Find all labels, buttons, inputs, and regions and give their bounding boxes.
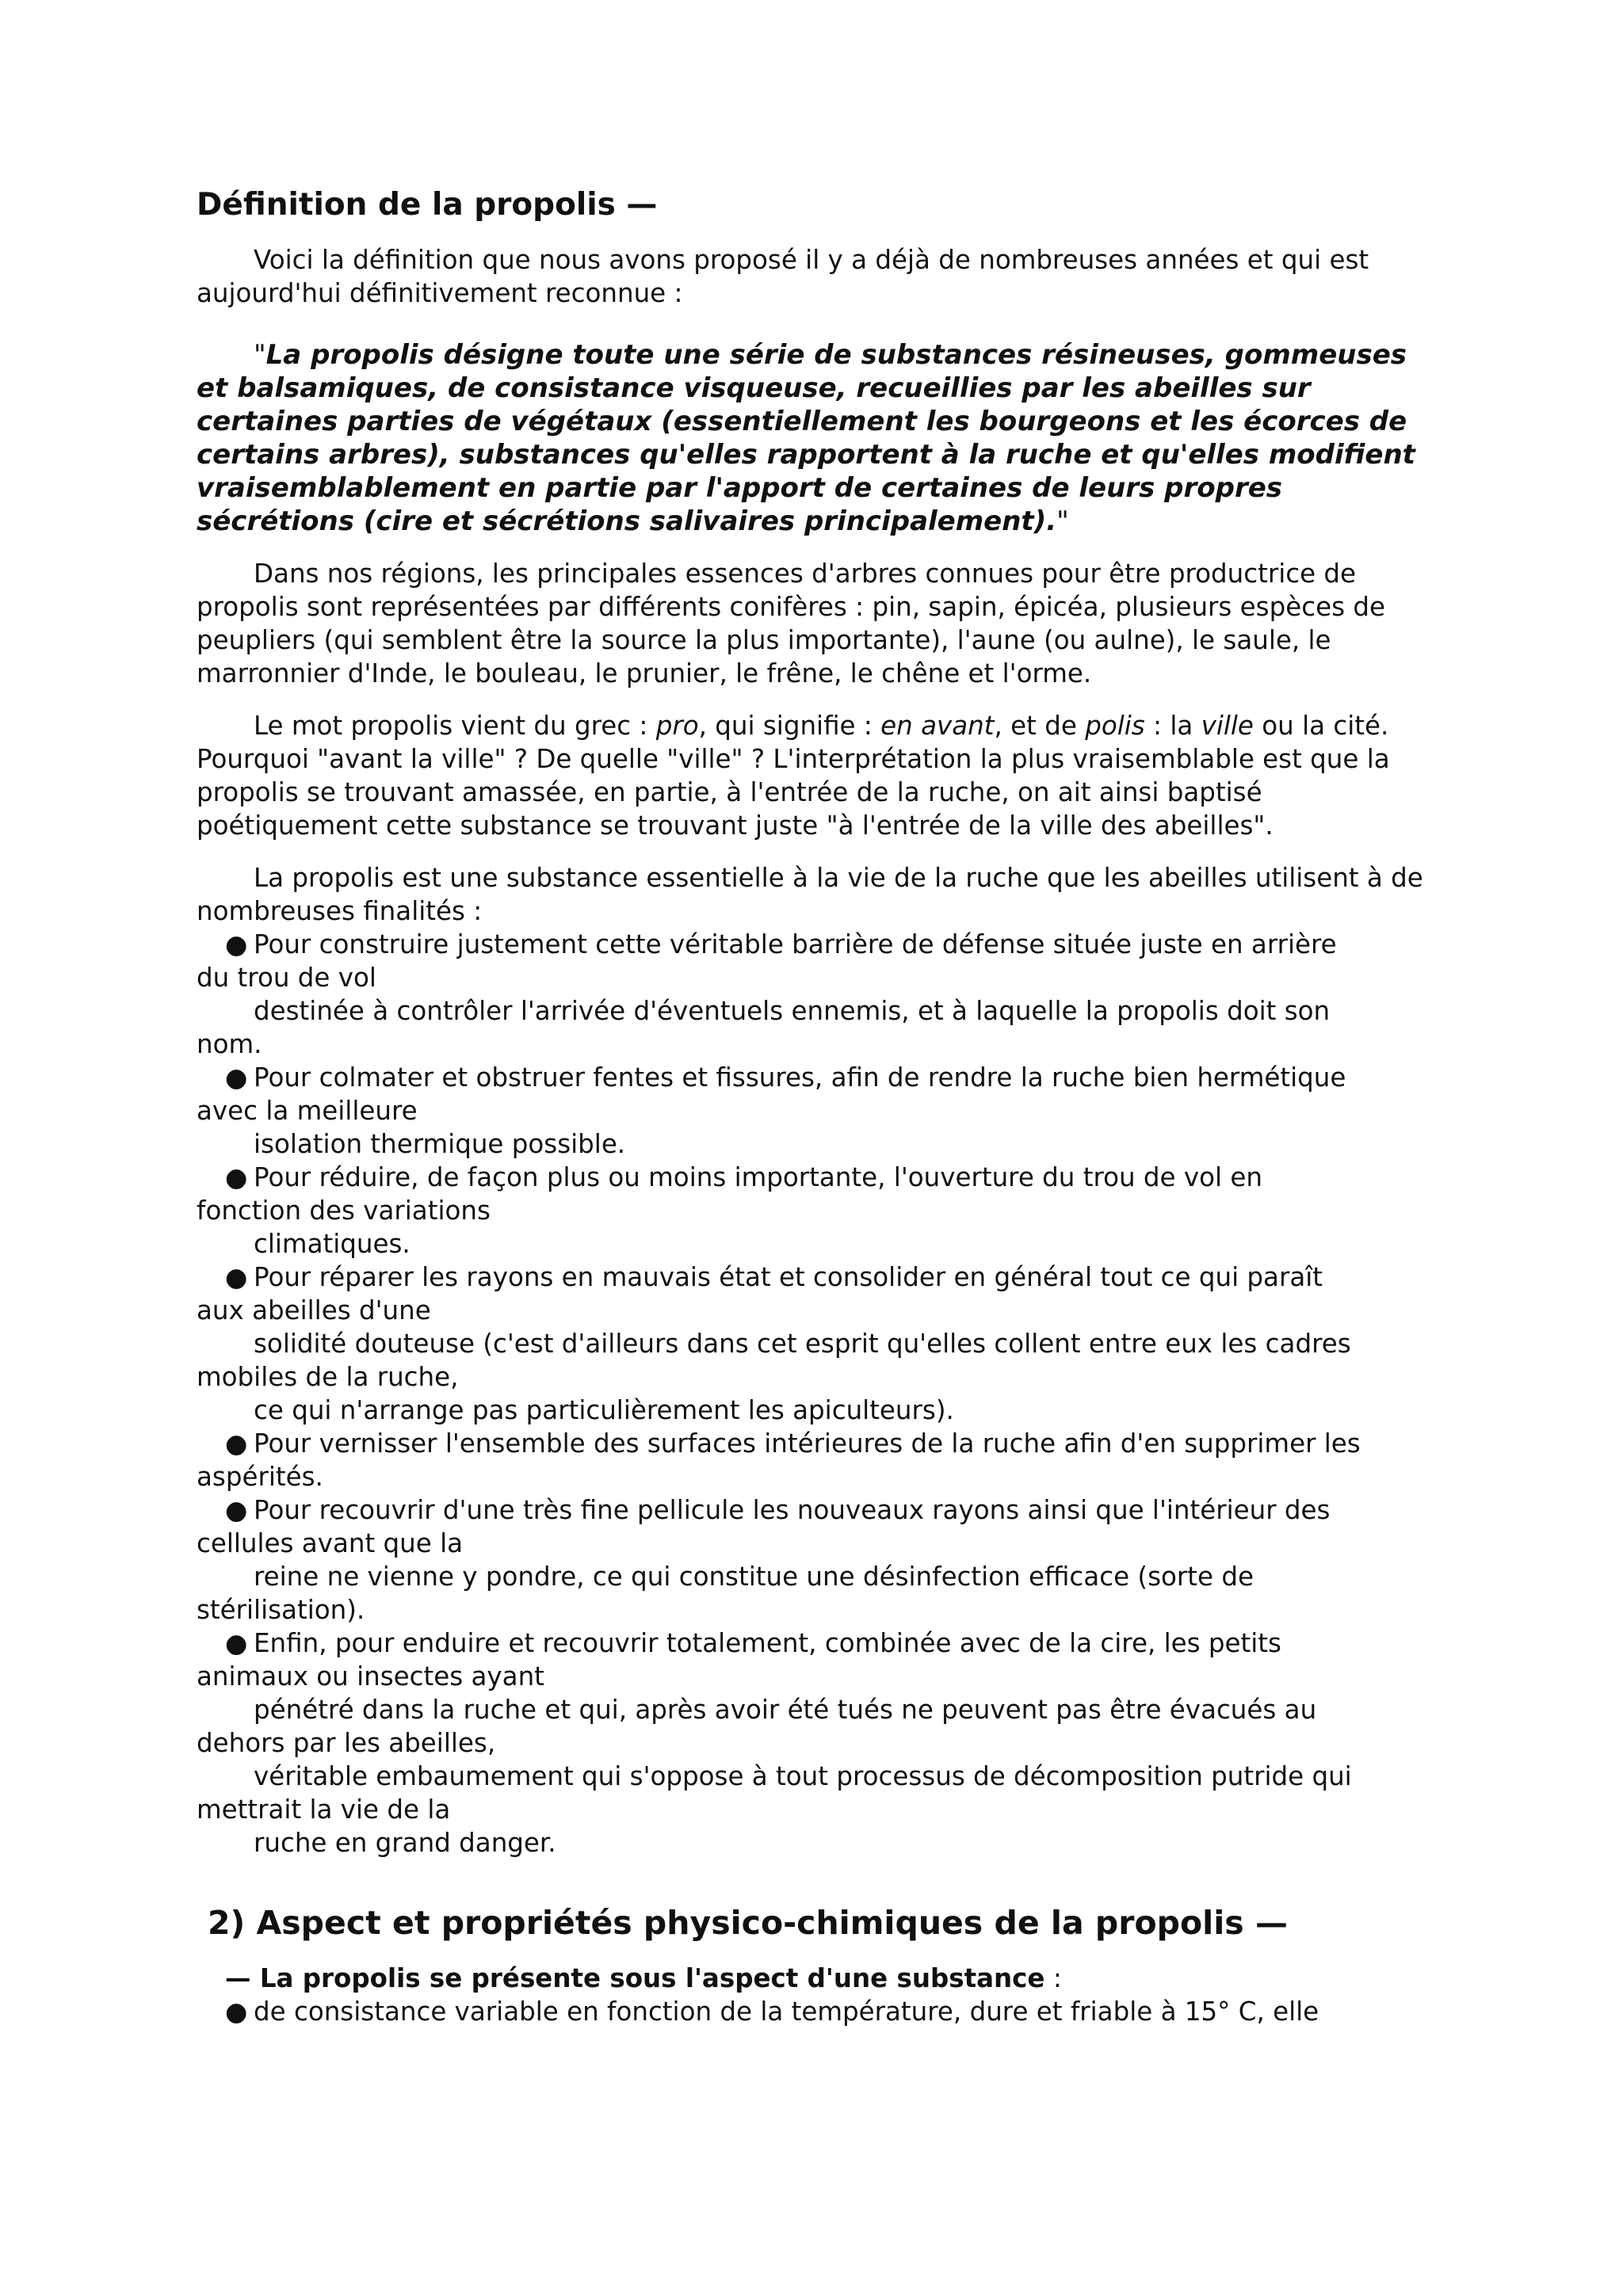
- list-item-line: [197, 1593, 1441, 1627]
- italic-run: polis: [1085, 710, 1145, 741]
- list-item: [197, 1427, 1441, 1493]
- list-item-line: [197, 1460, 1441, 1493]
- list-item-line: [197, 1427, 1441, 1460]
- list-item-text: Pour réduire, de façon plus ou moins importante, l'ouverture du trou de vol en: [254, 1161, 1262, 1192]
- text-run: Le mot propolis vient du grec :: [254, 710, 656, 741]
- bullet-icon: ●: [225, 1494, 248, 1525]
- text-run: , qui signifie :: [698, 710, 881, 741]
- list-item-line: [197, 1294, 1441, 1327]
- list-item-line: [197, 1061, 1441, 1094]
- list-item-text: pénétré dans la ruche et qui, après avoir été tués ne peuvent pas être évacués au: [254, 1694, 1317, 1725]
- list-item-text: destinée à contrôler l'arrivée d'éventuels ennemis, et à laquelle la propolis doit son: [254, 995, 1331, 1026]
- list-item-text: dehors par les abeilles,: [197, 1727, 496, 1758]
- list-item-line: [197, 1394, 1441, 1427]
- list-item-line: [197, 1227, 1441, 1261]
- list-item-line: [197, 1028, 1441, 1061]
- list-item-line: [197, 1660, 1441, 1693]
- italic-run: ville: [1201, 710, 1254, 741]
- uses-intro-paragraph: La propolis est une substance essentielle à la vie de la ruche que les abeilles utilisent à de nombreuses finalités :: [197, 862, 1423, 926]
- list-item-line: [197, 1527, 1441, 1560]
- list-item-text: aspérités.: [197, 1461, 323, 1492]
- list-item-text: reine ne vienne y pondre, ce qui constitue une désinfection efficace (sorte de: [254, 1561, 1254, 1592]
- list-item: [197, 928, 1441, 1061]
- list-item: [197, 1161, 1441, 1261]
- list-item-text: mobiles de la ruche,: [197, 1361, 459, 1392]
- italic-run: pro: [655, 710, 699, 741]
- list-item-line: [197, 1760, 1441, 1793]
- list-item-text: Pour réparer les rayons en mauvais état et consolider en général tout ce qui paraît: [254, 1261, 1323, 1292]
- list-item-line: [197, 1327, 1441, 1360]
- list-item-text: Pour vernisser l'ensemble des surfaces intérieures de la ruche afin d'en supprimer les: [254, 1428, 1361, 1459]
- list-item: [197, 1493, 1441, 1627]
- list-item-line: [197, 1693, 1441, 1726]
- list-item-text: stérilisation).: [197, 1594, 365, 1625]
- list-item-line: [197, 1560, 1441, 1593]
- bullet-icon: ●: [225, 1161, 248, 1192]
- definition-quote: [197, 338, 1441, 538]
- list-item-line: [197, 928, 1441, 961]
- list-item-text: Enfin, pour enduire et recouvrir totalement, combinée avec de la cire, les petits: [254, 1627, 1281, 1658]
- subheading-rest: :: [1044, 1962, 1062, 1993]
- list-item-line: [197, 1493, 1441, 1527]
- bullet-icon: ●: [225, 1062, 248, 1093]
- bullet-icon: ●: [225, 1261, 248, 1292]
- list-item-text: avec la meilleure: [197, 1095, 418, 1126]
- list-item-text: cellules avant que la: [197, 1527, 464, 1558]
- list-item-line: [197, 1194, 1441, 1227]
- list-item-text: aux abeilles d'une: [197, 1295, 431, 1325]
- text-run: : la: [1144, 710, 1201, 741]
- list-item-line: [197, 1826, 1441, 1859]
- uses-list: [197, 928, 1441, 1859]
- list-item-text: ruche en grand danger.: [254, 1827, 556, 1858]
- list-item-text: du trou de vol: [197, 962, 376, 993]
- quote-open: ": [254, 338, 266, 371]
- list-item-line: [197, 1161, 1441, 1194]
- list-item-text: de consistance variable en fonction de la température, dure et friable à 15° C, elle: [254, 1996, 1319, 2027]
- list-item-line: [197, 961, 1441, 994]
- list-item-text: nom.: [197, 1028, 262, 1059]
- list-item-text: mettrait la vie de la: [197, 1794, 451, 1825]
- list-item-text: véritable embaumement qui s'oppose à tout processus de décomposition putride qui: [254, 1760, 1352, 1791]
- list-item-line: [197, 1726, 1441, 1760]
- text-run: ou la cité. Pourquoi "avant la ville" ? De quelle "ville" ? L'interprétation la plus vraisemblable est que la propolis se trouvant amassée, en partie, à l'entrée de la ruche, on ait ainsi baptisé poétiquement cette substance se trouvant juste "à l'entrée de la ville des abeilles".: [197, 710, 1390, 841]
- list-item-text: animaux ou insectes ayant: [197, 1661, 544, 1691]
- list-item-line: [197, 1261, 1441, 1294]
- bullet-icon: ●: [225, 1428, 248, 1459]
- list-item-text: Pour colmater et obstruer fentes et fissures, afin de rendre la ruche bien hermétique: [254, 1062, 1346, 1093]
- subheading-bold: — La propolis se présente sous l'aspect d'une substance: [225, 1962, 1045, 1993]
- intro-paragraph: Voici la définition que nous avons proposé il y a déjà de nombreuses années et qui est aujourd'hui définitivement reconnue :: [197, 244, 1369, 308]
- list-item-line: [197, 994, 1441, 1028]
- list-item: [197, 1261, 1441, 1427]
- list-item-line: [197, 1627, 1441, 1660]
- list-item-text: solidité douteuse (c'est d'ailleurs dans cet esprit qu'elles collent entre eux les cadres: [254, 1328, 1351, 1359]
- list-item-text: fonction des variations: [197, 1195, 491, 1226]
- list-item: [197, 1061, 1441, 1161]
- quote-text: La propolis désigne toute une série de substances résineuses, gommeuses et balsamiques, de consistance visqueuse, recueillies par les abeilles sur certaines parties de végétaux (essentiellement les bourgeons et les écorces de certains arbres), substances qu'elles rapportent à la ruche et qu'elles modifient vraisemblablement en partie par l'apport de certaines de leurs propres sécrétions (cire et sécrétions salivaires principalement).: [197, 338, 1415, 537]
- list-item-text: climatiques.: [254, 1228, 411, 1259]
- trees-paragraph: Dans nos régions, les principales essences d'arbres connues pour être productrice de propolis sont représentées par différents conifères : pin, sapin, épicéa, plusieurs espèces de peupliers (qui semblent être la source la plus importante), l'aune (ou aulne), le saule, le marronnier d'Inde, le bouleau, le prunier, le frêne, le chêne et l'orme.: [197, 558, 1385, 688]
- list-item-line: [197, 1793, 1441, 1826]
- section-title: Définition de la propolis —: [197, 187, 658, 223]
- italic-run: en avant: [880, 710, 995, 741]
- list-item-line: [197, 1094, 1441, 1127]
- bullet-icon: ●: [225, 1627, 248, 1658]
- etymology-paragraph: [197, 709, 1441, 842]
- list-item-text: ce qui n'arrange pas particulièrement les apiculteurs).: [254, 1394, 954, 1425]
- bullet-icon: ●: [225, 1996, 248, 2027]
- text-run: , et de: [994, 710, 1086, 741]
- section2-title: 2) Aspect et propriétés physico-chimiques de la propolis —: [208, 1903, 1288, 1942]
- list-item-line: [197, 1360, 1441, 1394]
- list-item-text: Pour construire justement cette véritable barrière de défense située juste en arrière: [254, 929, 1337, 959]
- quote-close: ": [1056, 505, 1069, 537]
- list-item-line: [197, 1127, 1441, 1161]
- list-item-text: Pour recouvrir d'une très fine pellicule les nouveaux rayons ainsi que l'intérieur des: [254, 1494, 1331, 1525]
- section2-subheading: [197, 1962, 1441, 1995]
- bullet-icon: ●: [225, 929, 248, 959]
- list-item: [197, 1627, 1441, 1859]
- list-item-text: isolation thermique possible.: [254, 1128, 626, 1159]
- list-item: [197, 1995, 1441, 2028]
